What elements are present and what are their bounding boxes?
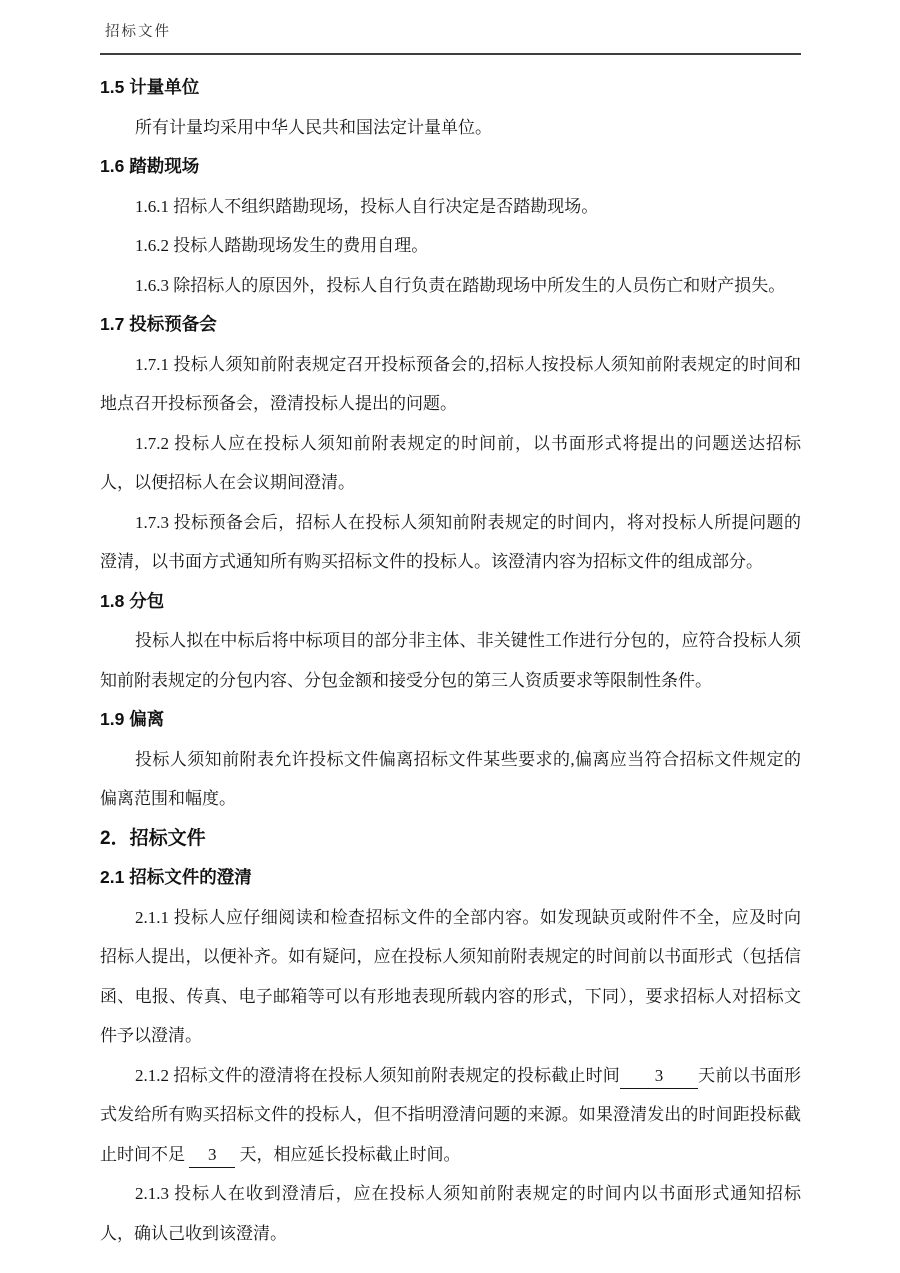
paragraph <box>100 1056 801 1175</box>
fill-in-blank-value: 3 <box>189 1143 235 1168</box>
paragraph: 1.6.3 除招标人的原因外，投标人自行负责在踏勘现场中所发生的人员伤亡和财产损失。 <box>135 275 786 295</box>
section-heading: 1.8 分包 <box>100 590 165 611</box>
paragraph: 2.1.1 投标人应仔细阅读和检查招标文件的全部内容。如发现缺页或附件不全，应及时向招标人提出，以便补齐。如有疑问，应在投标人须知前附表规定的时间前以书面形式（包括信函、电报、传真、电子邮箱等可以有形地表现所载内容的形式，下同），要求招标人对招标文件予以澄清。 <box>100 907 801 1045</box>
section-heading: 1.9 偏离 <box>100 709 165 729</box>
paragraph: 2.1.3 投标人在收到澄清后，应在投标人须知前附表规定的时间内以书面形式通知招标人，确认己收到该澄清。 <box>100 1184 801 1243</box>
paragraph: 投标人拟在中标后将中标项目的部分非主体、非关键性工作进行分包的，应符合投标人须知前附表规定的分包内容、分包金额和接受分包的第三人资质要求等限制性条件。 <box>100 631 801 690</box>
paragraph-text-run: 天前以书面形式发给所有购买招标文件的投标人，但不指明澄清问题的来源。如果澄清发出的时间距投标截止时间不足 <box>100 1065 802 1164</box>
section-heading: 2．招标文件 <box>100 827 206 849</box>
section-heading: 1.7 投标预备会 <box>100 314 217 334</box>
header-divider <box>100 53 801 55</box>
paragraph: 所有计量均采用中华人民共和国法定计量单位。 <box>135 117 492 137</box>
document-body <box>100 68 801 1253</box>
paragraph: 投标人须知前附表允许投标文件偏离招标文件某些要求的,偏离应当符合招标文件规定的偏离范围和幅度。 <box>100 749 801 808</box>
fill-in-blank-value: 3 <box>620 1064 698 1089</box>
page-header-label: 招标文件 <box>105 24 171 40</box>
paragraph-text-run: 天，相应延长投标截止时间。 <box>235 1144 461 1164</box>
paragraph: 1.6.2 投标人踏勘现场发生的费用自理。 <box>135 236 429 255</box>
section-heading: 2.1 招标文件的澄清 <box>100 867 252 887</box>
paragraph: 1.7.1 投标人须知前附表规定召开投标预备会的,招标人按投标人须知前附表规定的时间和地点召开投标预备会，澄清投标人提出的问题。 <box>100 354 801 413</box>
paragraph: 1.7.3 投标预备会后，招标人在投标人须知前附表规定的时间内，将对投标人所提问题的澄清，以书面方式通知所有购买招标文件的投标人。该澄清内容为招标文件的组成部分。 <box>100 512 801 571</box>
paragraph: 1.7.2 投标人应在投标人须知前附表规定的时间前，以书面形式将提出的问题送达招标人，以便招标人在会议期间澄清。 <box>100 433 801 492</box>
paragraph-text-run: 2.1.2 招标文件的澄清将在投标人须知前附表规定的投标截止时间 <box>135 1065 620 1085</box>
paragraph: 1.6.1 招标人不组织踏勘现场，投标人自行决定是否踏勘现场。 <box>135 196 599 216</box>
section-heading: 1.6 踏勘现场 <box>100 156 200 176</box>
section-heading: 1.5 计量单位 <box>100 77 200 97</box>
